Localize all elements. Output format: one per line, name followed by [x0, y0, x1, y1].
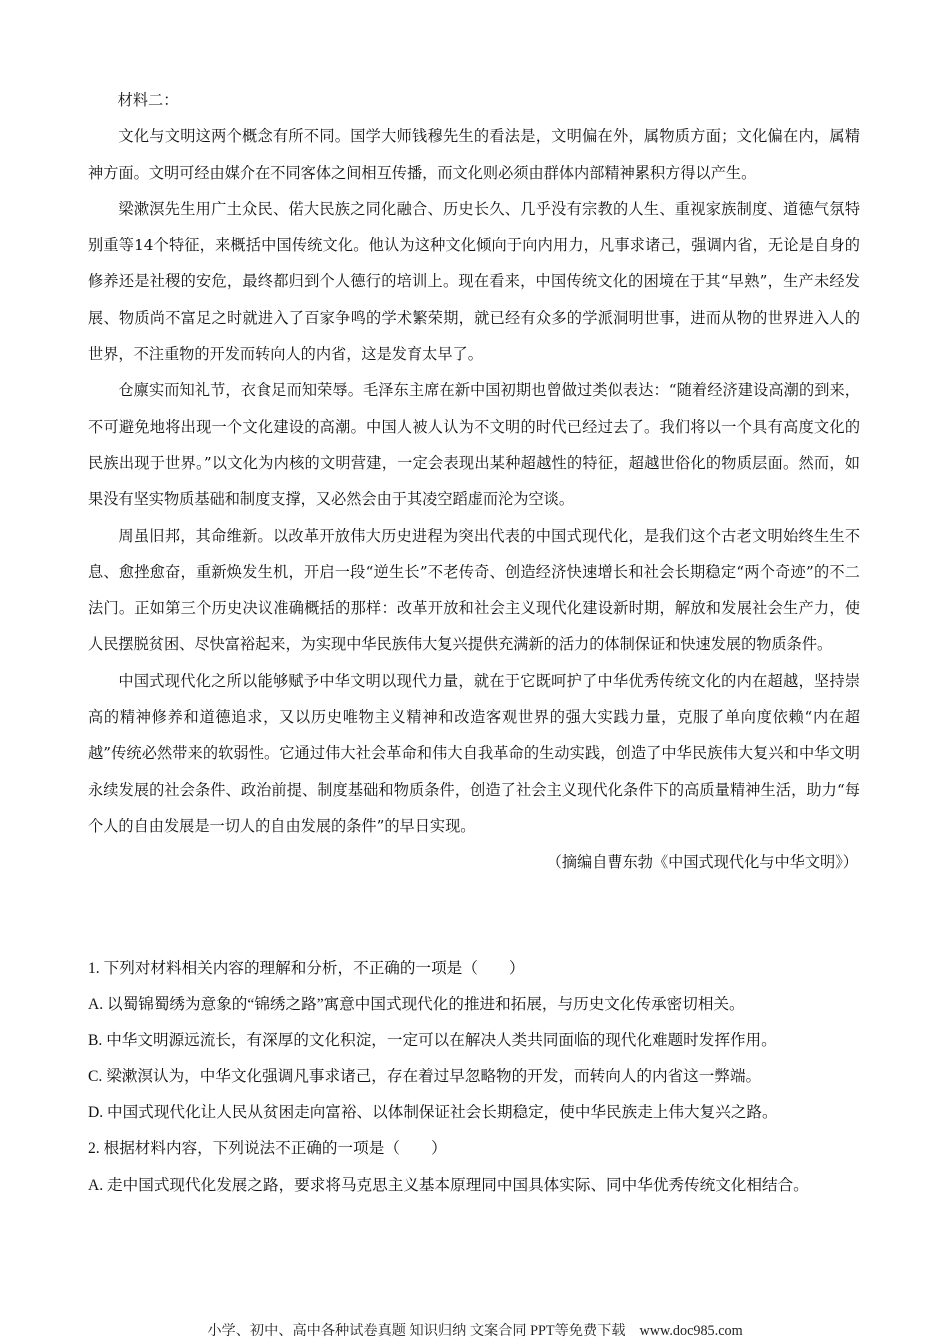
question-stem: 1. 下列对材料相关内容的理解和分析，不正确的一项是（ ） — [88, 960, 525, 977]
material-paragraph: 中国式现代化之所以能够赋予中华文明以现代力量，就在于它既呵护了中华优秀传统文化的内在超越，坚持崇高的精神修养和道德追求，又以历史唯物主义精神和改造客观世界的强大实践力量，克服了单向度依赖“内在超越”传统必然带来的软弱性。它通过伟大社会革命和伟大自我革命的生动实践，创造了中华民族伟大复兴和中华文明永续发展的社会条件、政治前提、制度基础和物质条件，创造了社会主义现代化条件下的高质量精神生活，助力“每个人的自由发展是一切人的自由发展的条件”的早日实现。 — [88, 671, 860, 835]
material-paragraph: 仓廪实而知礼节，衣食足而知荣辱。毛泽东主席在新中国初期也曾做过类似表达：“随着经济建设高潮的到来，不可避免地将出现一个文化建设的高潮。中国人被人认为不文明的时代已经过去了。我们将以一个具有高度文化的民族出现于世界。”以文化为内核的文明营建，一定会表现出某种超越性的特征，超越世俗化的物质层面。然而，如果没有坚实物质基础和制度支撑，又必然会由于其凌空蹈虚而沦为空谈。 — [88, 381, 860, 509]
material-paragraph: 梁漱溟先生用广土众民、偌大民族之同化融合、历史长久、几乎没有宗教的人生、重视家族制度、道德气氛特别重等14个特征，来概括中国传统文化。他认为这种文化倾向于向内用力，凡事求诸己，强调内省，无论是自身的修养还是社稷的安危，最终都归到个人德行的培训上。现在看来，中国传统文化的困境在于其“早熟”，生产未经发展、物质尚不富足之时就进入了百家争鸣的学术繁荣期，就已经有众多的学派洞明世事，进而从物的世界进入人的世界，不注重物的开发而转向人的内省，这是发育太早了。 — [88, 199, 860, 364]
footer-url[interactable]: www.doc985.com — [639, 1323, 743, 1339]
question-stem: 2. 根据材料内容，下列说法不正确的一项是（ ） — [88, 1140, 447, 1158]
reading-material — [88, 82, 860, 881]
page-footer — [0, 1320, 950, 1340]
answer-option: A. 以蜀锦蜀绣为意象的“锦绣之路”寓意中国式现代化的推进和拓展，与历史文化传承密切相关。 — [88, 996, 745, 1014]
answer-option: A. 走中国式现代化发展之路，要求将马克思主义基本原理同中国具体实际、同中华优秀传统文化相结合。 — [88, 1176, 809, 1194]
material-heading: 材料二： — [117, 91, 179, 109]
answer-option: C. 梁漱溟认为，中华文化强调凡事求诸己，存在着过早忽略物的开发，而转向人的内省这一弊端。 — [88, 1068, 762, 1086]
answer-option: D. 中国式现代化让人民从贫困走向富裕、以体制保证社会长期稳定，使中华民族走上伟大复兴之路。 — [88, 1104, 778, 1122]
footer-text: 小学、初中、高中各种试卷真题 知识归纳 文案合同 PPT等免费下载 — [207, 1323, 626, 1339]
material-paragraph: 周虽旧邦，其命维新。以改革开放伟大历史进程为突出代表的中国式现代化，是我们这个古老文明始终生生不息、愈挫愈奋，重新焕发生机，开启一段“逆生长”不老传奇、创造经济快速增长和社会长期稳定“两个奇迹”的不二法门。正如第三个历史决议准确概括的那样：改革开放和社会主义现代化建设新时期，解放和发展社会生产力，使人民摆脱贫困、尽快富裕起来，为实现中华民族伟大复兴提供充满新的活力的体制保证和快速发展的物质条件。 — [88, 526, 860, 654]
answer-option: B. 中华文明源远流长，有深厚的文化积淀，一定可以在解决人类共同面临的现代化难题时发挥作用。 — [88, 1032, 777, 1050]
material-source: （摘编自曹东勃《中国式现代化与中华文明》） — [546, 853, 858, 872]
question-section — [88, 951, 868, 1204]
material-paragraph: 文化与文明这两个概念有所不同。国学大师钱穆先生的看法是，文明偏在外，属物质方面；文化偏在内，属精神方面。文明可经由媒介在不同客体之间相互传播，而文化则必须由群体内部精神累积方得以产生。 — [88, 127, 860, 182]
